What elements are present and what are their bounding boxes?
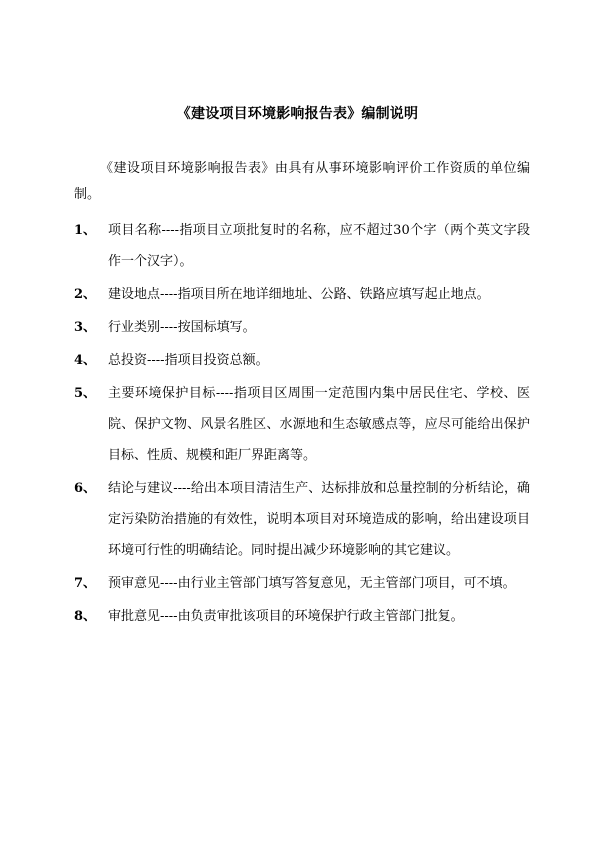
intro-paragraph: 《建设项目环境影响报告表》由具有从事环境影响评价工作资质的单位编制。 bbox=[74, 161, 530, 202]
item-number: 7、 bbox=[74, 576, 97, 591]
document-title: 《建设项目环境影响报告表》编制说明 bbox=[176, 106, 419, 122]
list-item bbox=[74, 473, 530, 566]
item-number: 5、 bbox=[74, 386, 97, 401]
list-item bbox=[74, 345, 530, 376]
item-text: 项目名称----指项目立项批复时的名称，应不超过30个字（两个英文字段作一个汉字）。 bbox=[108, 223, 530, 269]
item-number: 6、 bbox=[74, 481, 97, 496]
item-number: 4、 bbox=[74, 353, 97, 368]
item-text: 结论与建议----给出本项目清洁生产、达标排放和总量控制的分析结论，确定污染防治措施的有效性，说明本项目对环境造成的影响，给出建设项目环境可行性的明确结论。同时提出减少环境影响的其它建议。 bbox=[108, 481, 530, 558]
item-text: 主要环境保护目标----指项目区周围一定范围内集中居民住宅、学校、医院、保护文物、风景名胜区、水源地和生态敏感点等，应尽可能给出保护目标、性质、规模和距厂界距离等。 bbox=[108, 386, 530, 463]
list-item bbox=[74, 601, 530, 632]
list-item bbox=[74, 312, 530, 343]
item-number: 1、 bbox=[74, 223, 97, 238]
item-text: 审批意见----由负责审批该项目的环境保护行政主管部门批复。 bbox=[108, 609, 464, 624]
list-item bbox=[74, 279, 530, 310]
item-number: 8、 bbox=[74, 609, 97, 624]
item-text: 预审意见----由行业主管部门填写答复意见，无主管部门项目，可不填。 bbox=[108, 576, 516, 591]
list-item bbox=[74, 378, 530, 471]
item-number: 3、 bbox=[74, 320, 97, 335]
item-text: 行业类别----按国标填写。 bbox=[108, 320, 256, 335]
list-item bbox=[74, 215, 530, 277]
item-text: 建设地点----指项目所在地详细地址、公路、铁路应填写起止地点。 bbox=[108, 287, 490, 302]
item-text: 总投资----指项目投资总额。 bbox=[108, 353, 269, 368]
item-number: 2、 bbox=[74, 287, 97, 302]
list-item bbox=[74, 568, 530, 599]
instruction-list bbox=[74, 215, 530, 634]
